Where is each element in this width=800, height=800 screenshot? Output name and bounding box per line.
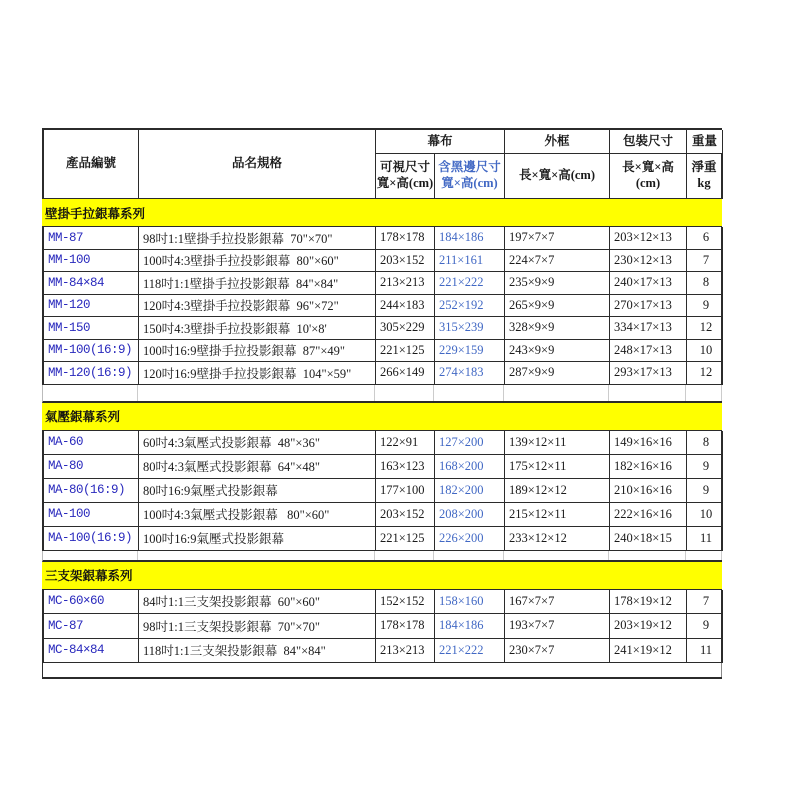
spacer-cell xyxy=(686,385,722,401)
cell-product-code: MM-100(16:9) xyxy=(44,340,139,363)
cell-black-border-size: 252×192 xyxy=(435,295,505,318)
cell-product-name: 100吋16:9壁掛手拉投影銀幕 87"×49" xyxy=(139,340,376,363)
section-rows xyxy=(42,589,722,664)
cell-product-code: MM-100 xyxy=(44,250,139,273)
header-with-black-border-line2: 寬×高(cm) xyxy=(441,176,498,190)
cell-black-border-size: 168×200 xyxy=(435,455,505,479)
section-band: 氣壓銀幕系列 xyxy=(42,403,722,430)
header-frame-size: 長×寬×高(cm) xyxy=(505,154,610,199)
cell-product-code: MM-120(16:9) xyxy=(44,362,139,385)
cell-product-code: MA-60 xyxy=(44,431,139,455)
cell-packing-size: 270×17×13 xyxy=(610,295,687,318)
cell-black-border-size: 211×161 xyxy=(435,250,505,273)
section-footer-spacer xyxy=(42,551,722,562)
cell-visible-size: 221×125 xyxy=(376,340,435,363)
section-band: 三支架銀幕系列 xyxy=(42,562,722,589)
cell-product-code: MC-84×84 xyxy=(44,639,139,664)
table-body xyxy=(42,199,722,679)
cell-net-weight: 7 xyxy=(687,590,723,615)
table-header xyxy=(42,128,722,199)
cell-product-code: MM-87 xyxy=(44,227,139,250)
header-with-black-border-size xyxy=(435,154,505,199)
cell-visible-size: 266×149 xyxy=(376,362,435,385)
cell-product-code: MM-84×84 xyxy=(44,272,139,295)
cell-frame-size: 139×12×11 xyxy=(505,431,610,455)
cell-net-weight: 12 xyxy=(687,362,723,385)
section-footer-spacer xyxy=(42,385,722,403)
cell-packing-size: 241×19×12 xyxy=(610,639,687,664)
cell-product-name: 100吋4:3壁掛手拉投影銀幕 80"×60" xyxy=(139,250,376,273)
header-net-weight xyxy=(687,154,723,199)
cell-product-code: MM-150 xyxy=(44,317,139,340)
spacer-cell xyxy=(138,385,375,401)
cell-visible-size: 203×152 xyxy=(376,250,435,273)
cell-frame-size: 215×12×11 xyxy=(505,503,610,527)
header-net-weight-line1: 淨重 xyxy=(691,160,717,175)
header-visible-size xyxy=(376,154,435,199)
cell-frame-size: 265×9×9 xyxy=(505,295,610,318)
spacer-cell xyxy=(138,663,375,677)
section-band: 壁掛手拉銀幕系列 xyxy=(42,199,722,226)
cell-frame-size: 224×7×7 xyxy=(505,250,610,273)
spacer-cell xyxy=(686,663,722,677)
cell-frame-size: 193×7×7 xyxy=(505,614,610,639)
cell-net-weight: 9 xyxy=(687,295,723,318)
header-with-black-border-line1: 含黑邊尺寸 xyxy=(438,160,501,175)
cell-product-name: 150吋4:3壁掛手拉投影銀幕 10'×8' xyxy=(139,317,376,340)
cell-packing-size: 182×16×16 xyxy=(610,455,687,479)
header-packing-group: 包裝尺寸 xyxy=(610,130,687,154)
cell-product-name: 118吋1:1三支架投影銀幕 84"×84" xyxy=(139,639,376,664)
cell-packing-size: 240×17×13 xyxy=(610,272,687,295)
spacer-cell xyxy=(375,663,434,677)
cell-frame-size: 175×12×11 xyxy=(505,455,610,479)
cell-visible-size: 122×91 xyxy=(376,431,435,455)
spacer-cell xyxy=(686,551,722,560)
cell-net-weight: 12 xyxy=(687,317,723,340)
cell-frame-size: 287×9×9 xyxy=(505,362,610,385)
cell-visible-size: 221×125 xyxy=(376,527,435,551)
cell-net-weight: 8 xyxy=(687,431,723,455)
section-footer-spacer xyxy=(42,663,722,679)
spacer-cell xyxy=(609,385,686,401)
cell-visible-size: 305×229 xyxy=(376,317,435,340)
spacer-cell xyxy=(375,551,434,560)
cell-net-weight: 6 xyxy=(687,227,723,250)
cell-black-border-size: 208×200 xyxy=(435,503,505,527)
cell-product-name: 60吋4:3氣壓式投影銀幕 48"×36" xyxy=(139,431,376,455)
header-visible-size-line2: 寬×高(cm) xyxy=(376,176,434,190)
screen-spec-table xyxy=(42,128,722,679)
cell-frame-size: 189×12×12 xyxy=(505,479,610,503)
cell-packing-size: 248×17×13 xyxy=(610,340,687,363)
spacer-cell xyxy=(43,385,138,401)
cell-net-weight: 8 xyxy=(687,272,723,295)
cell-product-code: MA-100 xyxy=(44,503,139,527)
cell-frame-size: 230×7×7 xyxy=(505,639,610,664)
cell-black-border-size: 315×239 xyxy=(435,317,505,340)
cell-product-code: MC-87 xyxy=(44,614,139,639)
cell-product-name: 98吋1:1壁掛手拉投影銀幕 70"×70" xyxy=(139,227,376,250)
spacer-cell xyxy=(434,551,504,560)
cell-visible-size: 177×100 xyxy=(376,479,435,503)
section-rows xyxy=(42,226,722,385)
header-weight-group: 重量 xyxy=(687,130,723,154)
cell-product-name: 100吋16:9氣壓式投影銀幕 xyxy=(139,527,376,551)
cell-frame-size: 167×7×7 xyxy=(505,590,610,615)
cell-black-border-size: 226×200 xyxy=(435,527,505,551)
cell-black-border-size: 184×186 xyxy=(435,614,505,639)
spacer-cell xyxy=(609,663,686,677)
spacer-cell xyxy=(434,663,504,677)
cell-black-border-size: 182×200 xyxy=(435,479,505,503)
cell-net-weight: 11 xyxy=(687,639,723,664)
header-product-name: 品名規格 xyxy=(139,130,376,199)
cell-product-name: 84吋1:1三支架投影銀幕 60"×60" xyxy=(139,590,376,615)
cell-visible-size: 152×152 xyxy=(376,590,435,615)
cell-product-code: MM-120 xyxy=(44,295,139,318)
cell-visible-size: 213×213 xyxy=(376,639,435,664)
cell-net-weight: 7 xyxy=(687,250,723,273)
spacer-cell xyxy=(43,663,138,677)
cell-product-name: 118吋1:1壁掛手拉投影銀幕 84"×84" xyxy=(139,272,376,295)
cell-frame-size: 328×9×9 xyxy=(505,317,610,340)
cell-product-name: 120吋16:9壁掛手拉投影銀幕 104"×59" xyxy=(139,362,376,385)
cell-visible-size: 244×183 xyxy=(376,295,435,318)
spacer-cell xyxy=(138,551,375,560)
cell-net-weight: 9 xyxy=(687,455,723,479)
cell-product-name: 80吋4:3氣壓式投影銀幕 64"×48" xyxy=(139,455,376,479)
spacer-cell xyxy=(375,385,434,401)
cell-frame-size: 233×12×12 xyxy=(505,527,610,551)
cell-visible-size: 203×152 xyxy=(376,503,435,527)
cell-product-code: MA-100(16:9) xyxy=(44,527,139,551)
cell-net-weight: 11 xyxy=(687,527,723,551)
spacer-cell xyxy=(504,663,609,677)
cell-packing-size: 222×16×16 xyxy=(610,503,687,527)
cell-visible-size: 178×178 xyxy=(376,227,435,250)
cell-packing-size: 149×16×16 xyxy=(610,431,687,455)
cell-packing-size: 230×12×13 xyxy=(610,250,687,273)
cell-product-name: 80吋16:9氣壓式投影銀幕 xyxy=(139,479,376,503)
cell-product-code: MA-80(16:9) xyxy=(44,479,139,503)
header-net-weight-line2: kg xyxy=(697,176,711,190)
cell-black-border-size: 127×200 xyxy=(435,431,505,455)
cell-packing-size: 334×17×13 xyxy=(610,317,687,340)
spacer-cell xyxy=(43,551,138,560)
cell-packing-size: 203×19×12 xyxy=(610,614,687,639)
cell-frame-size: 197×7×7 xyxy=(505,227,610,250)
cell-visible-size: 213×213 xyxy=(376,272,435,295)
cell-product-code: MA-80 xyxy=(44,455,139,479)
cell-frame-size: 243×9×9 xyxy=(505,340,610,363)
spacer-cell xyxy=(434,385,504,401)
cell-visible-size: 163×123 xyxy=(376,455,435,479)
cell-frame-size: 235×9×9 xyxy=(505,272,610,295)
header-product-code: 產品編號 xyxy=(44,130,139,199)
cell-black-border-size: 221×222 xyxy=(435,639,505,664)
cell-packing-size: 203×12×13 xyxy=(610,227,687,250)
cell-packing-size: 293×17×13 xyxy=(610,362,687,385)
cell-product-name: 100吋4:3氣壓式投影銀幕 80"×60" xyxy=(139,503,376,527)
spacer-cell xyxy=(609,551,686,560)
spacer-cell xyxy=(504,385,609,401)
cell-product-name: 98吋1:1三支架投影銀幕 70"×70" xyxy=(139,614,376,639)
spacer-cell xyxy=(504,551,609,560)
cell-product-name: 120吋4:3壁掛手拉投影銀幕 96"×72" xyxy=(139,295,376,318)
cell-net-weight: 9 xyxy=(687,479,723,503)
section-rows xyxy=(42,430,722,551)
cell-packing-size: 240×18×15 xyxy=(610,527,687,551)
cell-black-border-size: 184×186 xyxy=(435,227,505,250)
header-packing-size: 長×寬×高(cm) xyxy=(610,154,687,199)
cell-black-border-size: 221×222 xyxy=(435,272,505,295)
cell-packing-size: 178×19×12 xyxy=(610,590,687,615)
cell-net-weight: 10 xyxy=(687,503,723,527)
cell-net-weight: 10 xyxy=(687,340,723,363)
header-visible-size-line1: 可視尺寸 xyxy=(379,160,430,175)
cell-visible-size: 178×178 xyxy=(376,614,435,639)
cell-product-code: MC-60×60 xyxy=(44,590,139,615)
cell-packing-size: 210×16×16 xyxy=(610,479,687,503)
cell-black-border-size: 229×159 xyxy=(435,340,505,363)
cell-black-border-size: 274×183 xyxy=(435,362,505,385)
header-frame-group: 外框 xyxy=(505,130,610,154)
cell-net-weight: 9 xyxy=(687,614,723,639)
header-fabric-group: 幕布 xyxy=(376,130,505,154)
cell-black-border-size: 158×160 xyxy=(435,590,505,615)
